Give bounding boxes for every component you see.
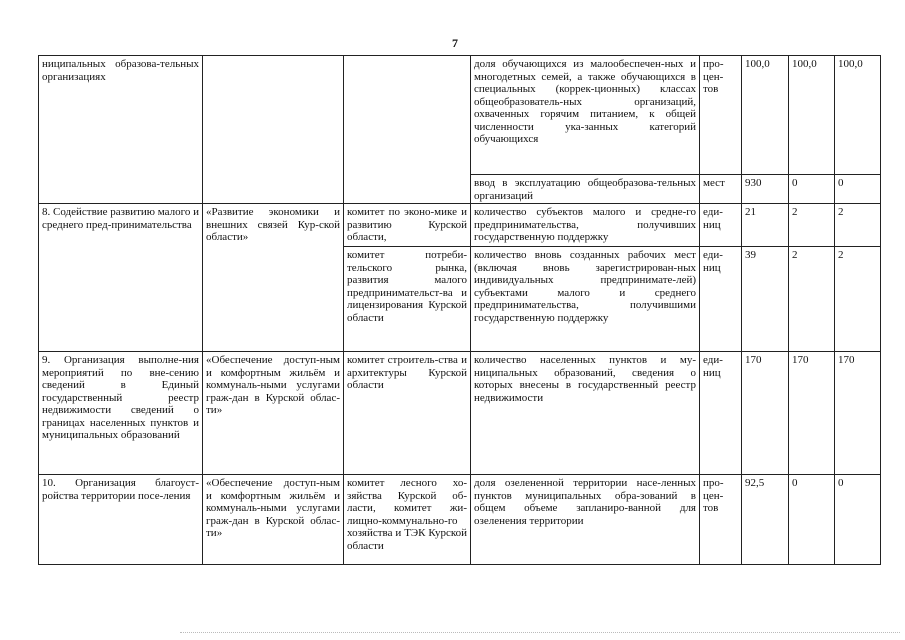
task-cell: 9. Организация выполне-ния мероприятий по вне-сению сведений в Единый государственный реестр недвижимости сведений о границах населенных пунктов и муниципальных образований xyxy=(39,352,203,475)
task-cell: 10. Организация благоуст-ройства территории посе-ления xyxy=(39,475,203,565)
executor-cell: комитет потреби-тельского рынка, развития малого предпринимательст-ва и лицензирования Курской области xyxy=(344,247,471,352)
scan-artifact-line xyxy=(180,632,900,634)
program-cell xyxy=(203,56,344,204)
executor-cell: комитет лесного хо-зяйства Курской об-ласти, комитет жи-лищно-коммунально-го хозяйства и ТЭК Курской области xyxy=(344,475,471,565)
program-cell: «Развитие экономики и внешних связей Кур-ской области» xyxy=(203,204,344,352)
program-cell: «Обеспечение доступ-ным и комфортным жильём и коммуналь-ными услугами граж-дан в Курской облас-ти» xyxy=(203,475,344,565)
indicator-name: ввод в эксплуатацию общеобразова-тельных организаций xyxy=(471,175,700,204)
indicator-name: доля обучающихся из малообеспечен-ных и многодетных семей, а также обучающихся в специальных (коррек-ционных) классах общеобразователь-ных организаций, охваченных горячим питанием, к общей численности ука-занных категорий обучающихся xyxy=(471,56,700,175)
value-year-3: 100,0 xyxy=(835,56,881,175)
value-year-3: 2 xyxy=(835,204,881,247)
indicator-unit: мест xyxy=(700,175,742,204)
value-year-2: 0 xyxy=(789,475,835,565)
indicator-name: количество вновь созданных рабочих мест (включая вновь зарегистрирован-ных индивидуальных предпринимате-лей) субъектами малого и среднего предпринимательства, получившими государственную поддержку xyxy=(471,247,700,352)
value-year-1: 170 xyxy=(742,352,789,475)
value-year-1: 930 xyxy=(742,175,789,204)
program-table xyxy=(38,55,881,565)
value-year-2: 2 xyxy=(789,247,835,352)
indicator-unit: еди-ниц xyxy=(700,204,742,247)
table-row xyxy=(39,204,881,247)
value-year-2: 0 xyxy=(789,175,835,204)
program-cell: «Обеспечение доступ-ным и комфортным жильём и коммуналь-ными услугами граж-дан в Курской облас-ти» xyxy=(203,352,344,475)
indicator-unit: про-цен-тов xyxy=(700,475,742,565)
indicator-unit: еди-ниц xyxy=(700,247,742,352)
value-year-3: 2 xyxy=(835,247,881,352)
indicator-unit: еди-ниц xyxy=(700,352,742,475)
value-year-1: 100,0 xyxy=(742,56,789,175)
executor-cell xyxy=(344,56,471,204)
indicator-name: количество субъектов малого и средне-го предпринимательства, получивших государственную поддержку xyxy=(471,204,700,247)
value-year-2: 170 xyxy=(789,352,835,475)
task-cell: 8. Содействие развитию малого и среднего пред-принимательства xyxy=(39,204,203,352)
value-year-1: 21 xyxy=(742,204,789,247)
value-year-3: 0 xyxy=(835,175,881,204)
value-year-3: 170 xyxy=(835,352,881,475)
table-row xyxy=(39,352,881,475)
executor-cell: комитет по эконо-мике и развитию Курской области, xyxy=(344,204,471,247)
value-year-2: 100,0 xyxy=(789,56,835,175)
table-row xyxy=(39,56,881,175)
value-year-1: 39 xyxy=(742,247,789,352)
executor-cell: комитет строитель-ства и архитектуры Курской области xyxy=(344,352,471,475)
indicator-name: доля озелененной территории насе-ленных пунктов муниципальных обра-зований в общем объеме запланиро-ванной для озеленения территории xyxy=(471,475,700,565)
value-year-2: 2 xyxy=(789,204,835,247)
indicator-unit: про-цен-тов xyxy=(700,56,742,175)
page-number: 7 xyxy=(452,36,458,50)
table-row xyxy=(39,475,881,565)
indicator-name: количество населенных пунктов и му-ниципальных образований, сведения о которых внесены в государственный реестр недвижимости xyxy=(471,352,700,475)
value-year-3: 0 xyxy=(835,475,881,565)
value-year-1: 92,5 xyxy=(742,475,789,565)
task-cell: ниципальных образова-тельных организациях xyxy=(39,56,203,204)
